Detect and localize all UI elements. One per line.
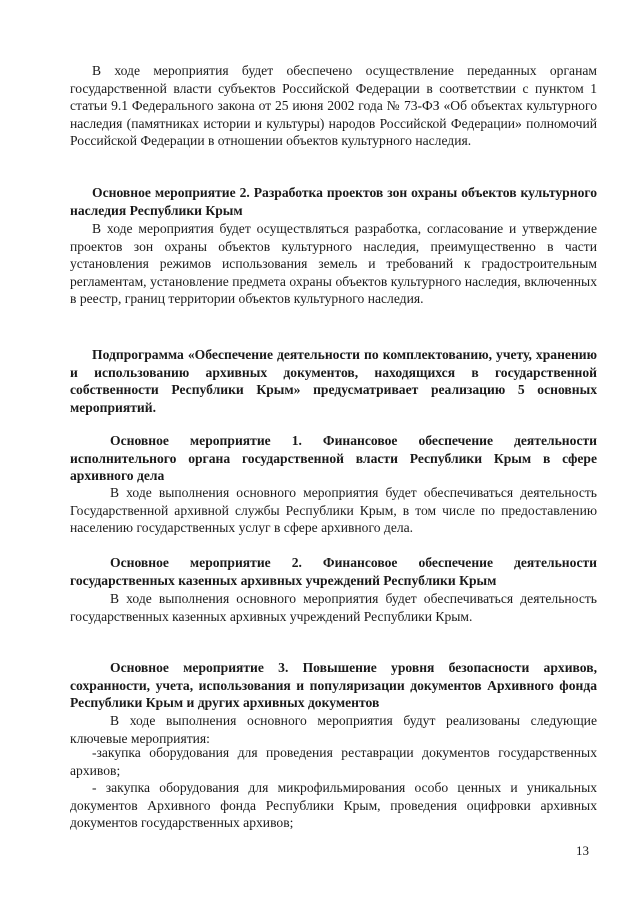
paragraph-protection-zones: В ходе мероприятия будет осуществляться разработка, согласование и утверждение проектов зон охраны объектов культурного наследия, преимущественно в части установления режимов использования земель и требований к градостроительным регламентам, установление предмета охраны объектов культурного наследия, включенных в реестр, границ территории объектов культурного наследия. [70,221,597,307]
list-item-restoration-equipment: -закупка оборудования для проведения реставрации документов государственных архивов; [70,745,597,778]
heading-main-activity-1-archive-financing: Основное мероприятие 1. Финансовое обеспечение деятельности исполнительного органа государственной власти Республики Крым в сфере архивного дела [70,433,597,484]
paragraph-cultural-heritage-powers: В ходе мероприятия будет обеспечено осуществление переданных органам государственной власти субъектов Российской Федерации в соответствии с пунктом 1 статьи 9.1 Федерального закона от 25 июня 2002 года № 73-ФЗ «Об объектах культурного наследия (памятниках истории и культуры) народов Российской Федерации» полномочий Российской Федерации в отношении объектов культурного наследия. [70,63,597,149]
heading-main-activity-2-archive-institutions: Основное мероприятие 2. Финансовое обеспечение деятельности государственных казенных архивных учреждений Республики Крым [70,555,597,588]
heading-main-activity-3-archive-security: Основное мероприятие 3. Повышение уровня безопасности архивов, сохранности, учета, использования и популяризации документов Архивного фонда Республики Крым и других архивных документов [70,660,597,711]
heading-main-activity-2-protection-zones: Основное мероприятие 2. Разработка проектов зон охраны объектов культурного наследия Республики Крым [70,185,597,218]
paragraph-key-activities: В ходе выполнения основного мероприятия будут реализованы следующие ключевые мероприятия: [70,713,597,746]
paragraph-archive-service: В ходе выполнения основного мероприятия будет обеспечиваться деятельность Государственной архивной службы Республики Крым, в том числе по предоставлению населению государственных услуг в сфере архивного дела. [70,485,597,536]
heading-subprogram-archives: Подпрограмма «Обеспечение деятельности по комплектованию, учету, хранению и использованию архивных документов, находящихся в государственной собственности Республики Крым» предусматривает реализацию 5 основных мероприятий. [70,347,597,415]
page-number: 13 [576,843,589,858]
list-item-microfilm-equipment: - закупка оборудования для микрофильмирования особо ценных и уникальных документов Архивного фонда Республики Крым, проведения оцифровки архивных документов государственных архивов; [70,780,597,831]
paragraph-archive-institutions: В ходе выполнения основного мероприятия будет обеспечиваться деятельность государственных казенных архивных учреждений Республики Крым. [70,591,597,624]
